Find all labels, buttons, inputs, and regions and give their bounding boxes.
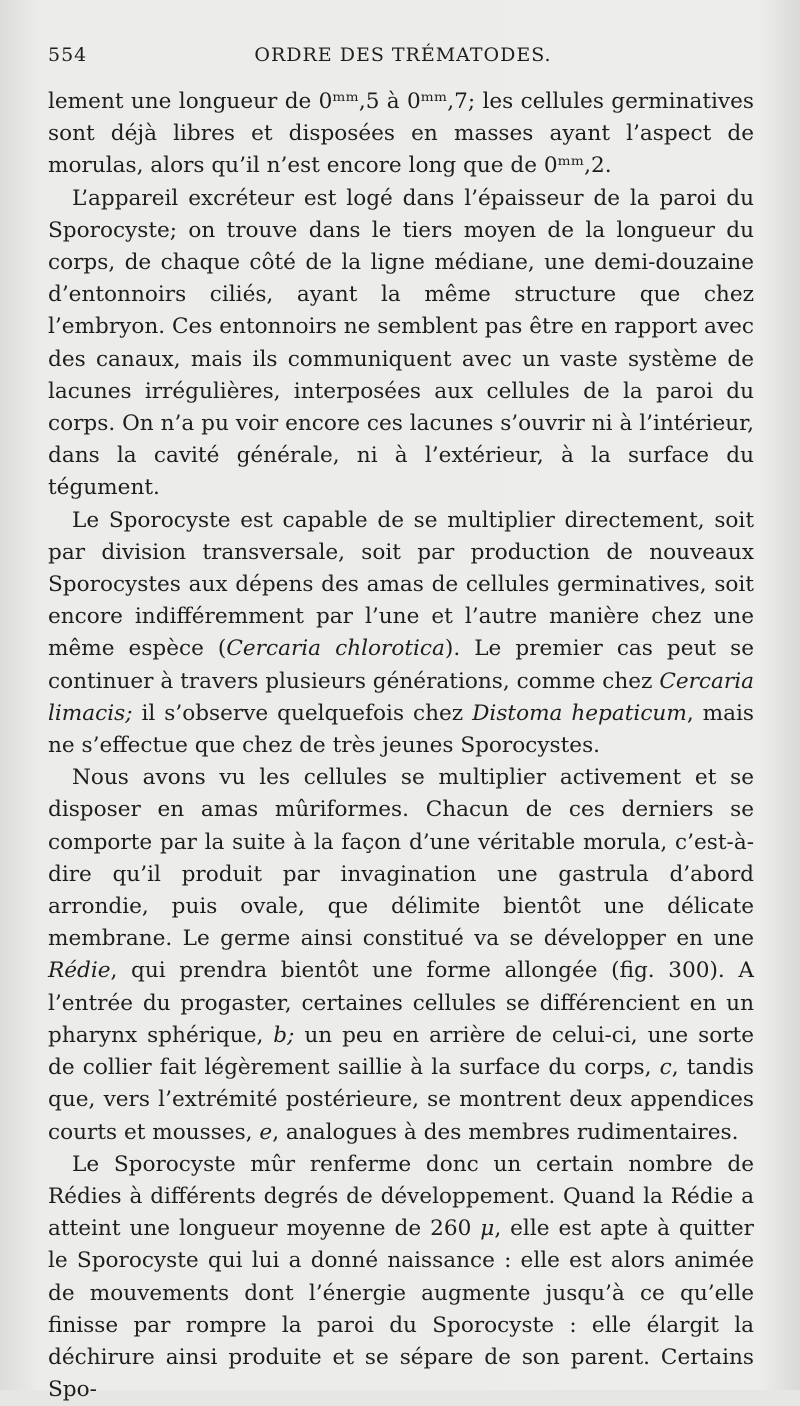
italic-text: Cercaria limacis; xyxy=(48,668,755,726)
italic-text: μ xyxy=(480,1216,495,1242)
text-run: , analogues à des membres rudimentaires. xyxy=(272,1119,739,1145)
body-text xyxy=(48,86,754,1406)
page-number: 554 xyxy=(48,44,88,66)
text-run: Le Sporocyste est capable de se multiplier directement, soit par division transversale, soit par production de nouveaux Sporocystes aux dépens des amas de cellules germinatives, soit encore indifféremment par l’une et l’autre manière chez une même espèce ( xyxy=(48,507,754,662)
text-run: il s’observe quelquefois chez xyxy=(132,700,473,726)
text-run: , tandis que, vers l’extrémité postérieure, se montrent deux appendices courts et mousses, xyxy=(48,1055,754,1145)
italic-text: c xyxy=(659,1055,672,1081)
text-run: L’appareil excréteur est logé dans l’épaisseur de la paroi du Sporocyste; on trouve dans le tiers moyen de la longueur du corps, de chaque côté de la ligne médiane, une demi-douzaine d’entonnoirs ciliés, ayant la même structure que chez l’embryon. Ces entonnoirs ne semblent pas être en rapport avec des canaux, mais ils communiquent avec un vaste système de lacunes irrégulières, interposées aux cellules de la paroi du corps. On n’a pu voir encore ces lacunes s’ouvrir ni à l’intérieur, dans la cavité générale, ni à l’extérieur, à la surface du tégument. xyxy=(48,185,754,501)
italic-text: Cercaria chlorotica xyxy=(226,636,445,662)
italic-text: Rédie xyxy=(48,958,111,984)
paragraph xyxy=(48,1149,754,1406)
text-run: lement une longueur de 0ᵐᵐ,5 à 0ᵐᵐ,7; les cellules germinatives sont déjà libres et disposées en masses ayant l’aspect de morulas, alors qu’il n’est encore long que de 0ᵐᵐ,2. xyxy=(48,89,754,179)
paragraph xyxy=(48,86,754,183)
paragraph xyxy=(48,183,754,505)
text-run: , mais ne s’effectue que chez de très jeunes Sporocystes. xyxy=(48,700,754,759)
text-run: ). Le premier cas peut se continuer à travers plusieurs générations, comme chez xyxy=(48,636,755,694)
page-header xyxy=(48,44,758,74)
italic-text: b; xyxy=(273,1022,295,1048)
paragraph xyxy=(48,505,754,763)
running-title: ORDRE DES TRÉMATODES. xyxy=(254,44,552,66)
italic-text: e xyxy=(259,1119,273,1145)
text-run: , elle est apte à quitter le Sporocyste qui lui a donné naissance : elle est alors animée de mouvements dont l’énergie augmente jusqu’à ce qu’elle finisse par rompre la paroi du Sporocyste : elle élargit la déchirure ainsi produite et se sépare de son parent. Certains Spo- xyxy=(48,1216,754,1403)
italic-text: Distoma hepaticum xyxy=(472,700,687,726)
text-run: Nous avons vu les cellules se multiplier activement et se disposer en amas mûriformes. Chacun de ces derniers se comporte par la suite à la façon d’une véritable morula, c’est-à-dire qu’il produit par invagination une gastrula d’abord arrondie, puis ovale, que délimite bientôt une délicate membrane. Le germe ainsi constitué va se développer en une xyxy=(48,765,754,952)
text-run: , qui prendra bientôt une forme allongée (fig. 300). A l’entrée du progaster, certaines cellules se différencient en un pharynx sphérique, xyxy=(48,958,754,1048)
paragraph xyxy=(48,762,754,1148)
text-run: Le Sporocyste mûr renferme donc un certain nombre de Rédies à différents degrés de développement. Quand la Rédie a atteint une longueur moyenne de 260 xyxy=(48,1151,754,1242)
text-run: un peu en arrière de celui-ci, une sorte de collier fait légèrement saillie à la surface du corps, xyxy=(48,1022,754,1081)
